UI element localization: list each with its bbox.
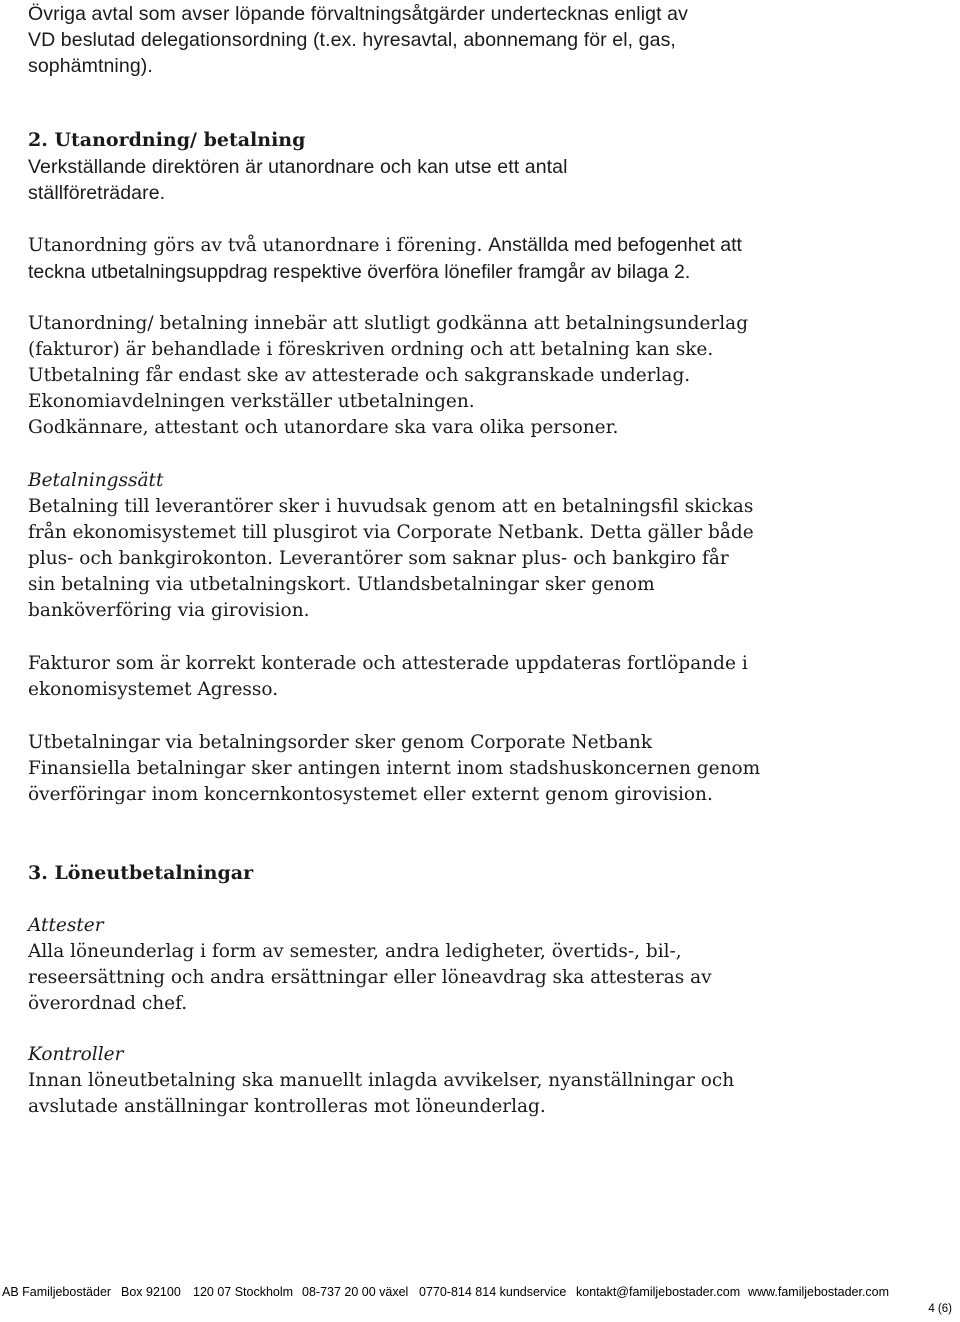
footer-website[interactable]: www.familjebostader.com: [748, 1285, 890, 1299]
betalningssatt-subheading: Betalningssätt: [28, 470, 164, 491]
section-3-heading: 3. Löneutbetalningar: [28, 862, 254, 884]
section-2-heading: 2. Utanordning/ betalning: [28, 129, 306, 151]
page-footer: [0, 1285, 960, 1303]
befogenhet-text: Anställda med befogenhet att teckna utbetalningsuppdrag respektive överföra lönefiler framgår av bilaga 2.: [28, 234, 742, 283]
footer-phone: 08-737 20 00 växel: [302, 1285, 409, 1299]
footer-box: Box 92100: [121, 1285, 181, 1299]
kontroller-subheading: Kontroller: [28, 1044, 124, 1065]
footer-service: 0770-814 814 kundservice: [419, 1285, 567, 1299]
page-number: 4 (6): [928, 1303, 952, 1315]
forening-text: Utanordning görs av två utanordnare i förening.: [28, 235, 489, 256]
betalningssatt-paragraph: Betalning till leverantörer sker i huvudsak genom att en betalningsfil skickas från ekonomisystemet till plusgirot via Corporate Netbank. Detta gäller både plus- och bankgirokonton. Leverantörer som saknar plus- och bankgiro får sin betalning via utbetalningskort. Utlandsbetalningar sker genom banköverföring via girovision.: [28, 496, 754, 621]
kontroller-paragraph: Innan löneutbetalning ska manuellt inlagda avvikelser, nyanställningar och avslutade anställningar kontrolleras mot löneunderlag.: [28, 1070, 735, 1117]
footer-company: AB Familjebostäder: [2, 1285, 112, 1299]
footer-city: 120 07 Stockholm: [193, 1285, 294, 1299]
fakturor-paragraph: Fakturor som är korrekt konterade och attesterade uppdateras fortlöpande i ekonomisystemet Agresso.: [28, 653, 748, 700]
forening-paragraph: [28, 232, 928, 286]
utanordnare-paragraph: Verkställande direktören är utanordnare och kan utse ett antal ställföreträdare.: [28, 156, 568, 204]
attester-paragraph: Alla löneunderlag i form av semester, andra ledigheter, övertids-, bil-, reseersättning och andra ersättningar eller löneavdrag ska attesteras av överordnad chef.: [28, 941, 712, 1014]
utanordning-definition-paragraph: Utanordning/ betalning innebär att slutligt godkänna att betalningsunderlag (fakturor) är behandlade i föreskriven ordning och att betalning kan ske. Utbetalning får endast ske av attesterade och sakgranskade underlag. Ekonomiavdelningen verkställer utbetalningen. Godkännare, attestant och utanordare ska vara olika personer.: [28, 313, 749, 438]
footer-email[interactable]: kontakt@familjebostader.com: [576, 1285, 741, 1299]
utbetalningar-paragraph: Utbetalningar via betalningsorder sker genom Corporate Netbank Finansiella betalningar sker antingen internt inom stadshuskoncernen genom överföringar inom koncernkontosystemet eller externt genom girovision.: [28, 732, 761, 805]
intro-paragraph: Övriga avtal som avser löpande förvaltningsåtgärder undertecknas enligt av VD beslutad delegationsordning (t.ex. hyresavtal, abonnemang för el, gas, sophämtning).: [28, 3, 688, 77]
attester-subheading: Attester: [28, 915, 104, 936]
